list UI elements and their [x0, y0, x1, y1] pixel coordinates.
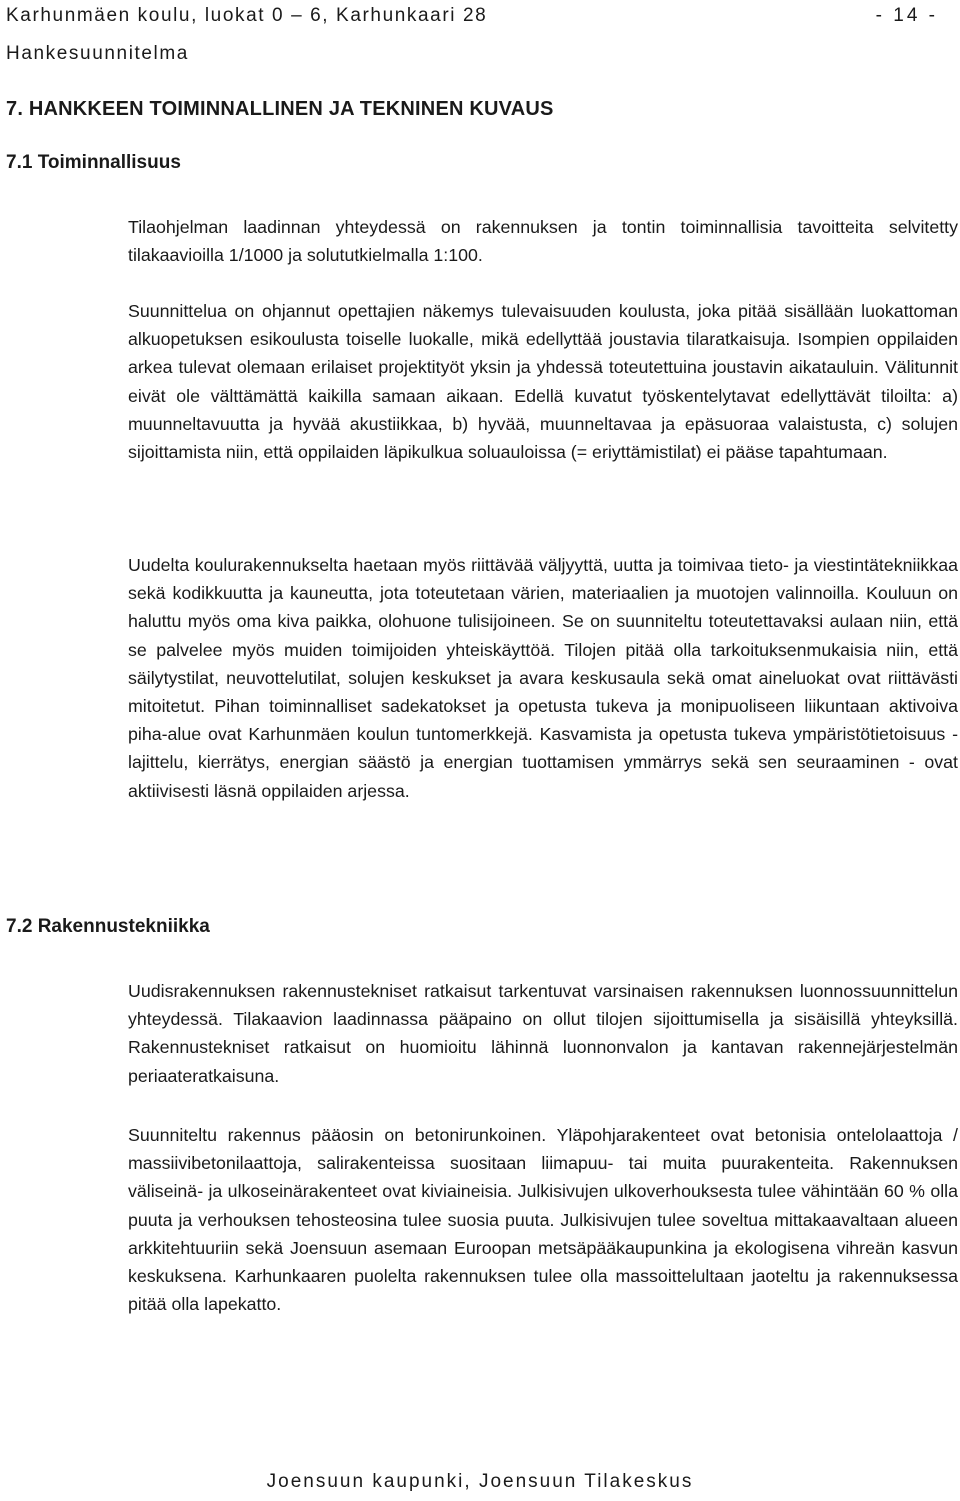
- section-heading: 7. HANKKEEN TOIMINNALLINEN JA TEKNINEN KUVAUS: [6, 98, 554, 120]
- page-number: - 14 -: [875, 5, 938, 26]
- header-title: Karhunmäen koulu, luokat 0 – 6, Karhunkaari 28: [6, 5, 488, 26]
- subsection-heading-rakennustekniikka: 7.2 Rakennustekniikka: [6, 916, 210, 937]
- subsection-heading-toiminnallisuus: 7.1 Toiminnallisuus: [6, 152, 181, 173]
- paragraph: Suunnittelua on ohjannut opettajien näkemys tulevaisuuden koulusta, joka pitää sisällään luokattoman alkuopetuksen esikoulusta toiselle luokalle, mikä edellyttää joustavia tilaratkaisuja. Isompien oppilaiden arkea tulevat olemaan erilaiset projektityöt yksin ja yhdessä toteutettuina joustavin aikatauluin. Välitunnit eivät ole välttämättä kaikilla samaan aikaan. Edellä kuvatut työskentelytavat edellyttävät tiloilta: a) muunneltavuutta ja hyvää akustiikkaa, b) hyvää, muunneltavaa ja epäsuoraa valaistusta, c) solujen sijoittamista niin, että oppilaiden läpikulkua soluauloissa (= eriyttämistilat) ei pääse tapahtumaan.: [128, 301, 958, 463]
- paragraph: Uudelta koulurakennukselta haetaan myös riittävää väljyyttä, uutta ja toimivaa tieto- ja viestintätekniikkaa sekä kodikkuutta ja kauneutta, jota toteutetaan värien, materiaalien ja muotojen valinnoilla. Kouluun on haluttu myös oma kiva paikka, olohuone tulisijoineen. Se on suunniteltu toteutettavaksi aulaan niin, että se palvelee myös muiden toimijoiden yhteiskäyttöä. Tilojen pitää olla tarkoituksenmukaisia niin, että säilytystilat, neuvottelutilat, solujen keskukset ja avara keskusaula sekä omat aineluokat ovat riittävästi mitoitetut. Pihan toiminnalliset sadekatokset ja opetusta tukeva ja monipuoliseen liikuntaan aktivoiva piha-alue ovat Karhunmäen koulun tuntomerkkejä. Kasvamista ja opetusta tukeva ympäristötietoisuus - lajittelu, kierrätys, energian säästö ja energian tuottamisen ymmärrys sekä sen seuraaminen - ovat aktiivisesti läsnä oppilaiden arjessa.: [128, 555, 958, 801]
- header-subtitle: Hankesuunnitelma: [6, 43, 189, 64]
- paragraph: Suunniteltu rakennus pääosin on betonirunkoinen. Yläpohjarakenteet ovat betonisia ontelolaattoja / massiivibetonilaattoja, salirakenteissa suositaan liimapuu- tai muita puurakenteita. Rakennuksen väliseinä- ja ulkoseinärakenteet ovat kiviaineisia. Julkisivujen ulkoverhouksesta tulee vähintään 60 % olla puuta ja verhouksen tehosteosina tulee suosia puuta. Julkisivujen tulee soveltua mittakaavaltaan alueen arkkitehtuuriin sekä Joensuun asemaan Euroopan metsäpääkaupunkina ja ekologisena vihreän kasvun keskuksena. Karhunkaaren puolelta rakennuksen tulee olla massoittelultaan jaoteltu ja rakennuksessa pitää olla lapekatto.: [128, 1125, 958, 1315]
- page-footer: Joensuun kaupunki, Joensuun Tilakeskus: [266, 1471, 694, 1492]
- paragraph: Tilaohjelman laadinnan yhteydessä on rakennuksen ja tontin toiminnallisia tavoitteita selvitetty tilakaavioilla 1/1000 ja solututkielmalla 1:100.: [128, 217, 958, 266]
- paragraph: Uudisrakennuksen rakennustekniset ratkaisut tarkentuvat varsinaisen rakennuksen luonnossuunnittelun yhteydessä. Tilakaavion laadinnassa pääpaino on ollut tilojen sijoittumisella ja sisäisillä yhteyksillä. Rakennustekniset ratkaisut on huomioitu lähinnä luonnonvalon ja kantavan rakennejärjestelmän periaateratkaisuna.: [128, 981, 958, 1086]
